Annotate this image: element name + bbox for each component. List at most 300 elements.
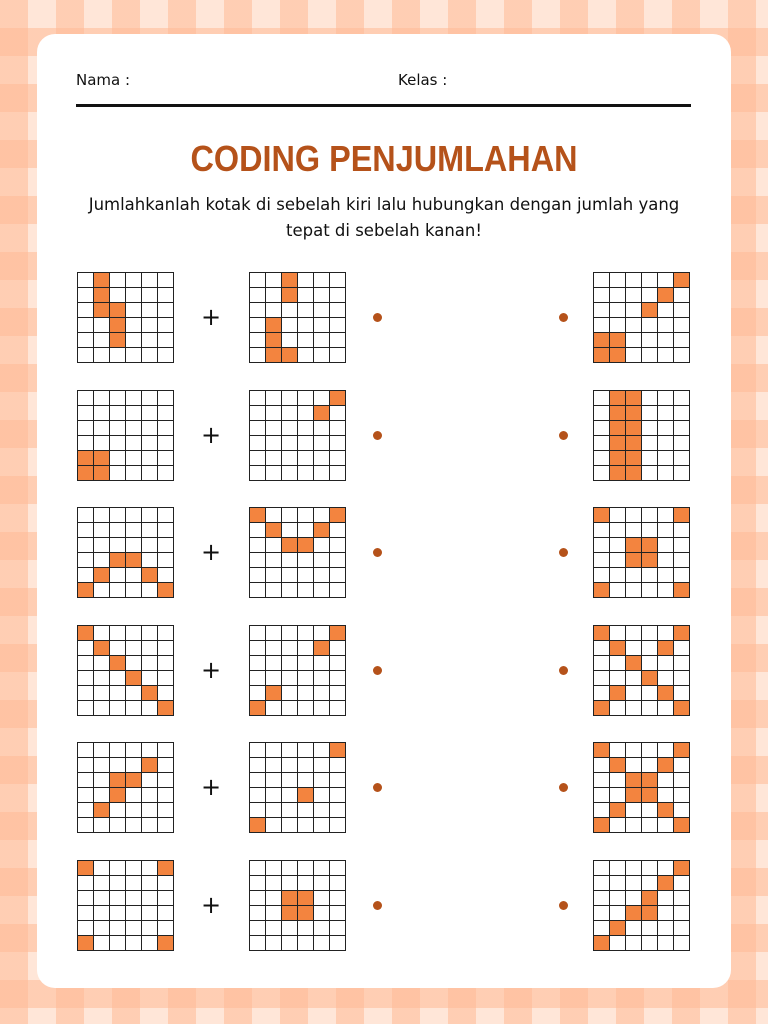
filled-cell [250, 701, 266, 716]
empty-cell [658, 788, 674, 803]
empty-cell [674, 348, 690, 363]
empty-cell [266, 788, 282, 803]
empty-cell [330, 273, 346, 288]
empty-cell [158, 568, 174, 583]
grid-middle [249, 625, 346, 716]
empty-cell [142, 436, 158, 451]
empty-cell [314, 671, 330, 686]
filled-cell [282, 906, 298, 921]
empty-cell [282, 788, 298, 803]
grid-middle [249, 390, 346, 481]
class-label: Kelas : [398, 71, 448, 89]
empty-cell [158, 626, 174, 641]
empty-cell [610, 936, 626, 951]
empty-cell [78, 523, 94, 538]
empty-cell [266, 671, 282, 686]
empty-cell [610, 568, 626, 583]
empty-cell [314, 553, 330, 568]
empty-cell [266, 906, 282, 921]
empty-cell [250, 391, 266, 406]
empty-cell [78, 273, 94, 288]
empty-cell [594, 641, 610, 656]
empty-cell [266, 936, 282, 951]
empty-cell [250, 436, 266, 451]
empty-cell [110, 891, 126, 906]
empty-cell [158, 406, 174, 421]
filled-cell [642, 303, 658, 318]
filled-cell [626, 436, 642, 451]
empty-cell [126, 421, 142, 436]
empty-cell [142, 466, 158, 481]
right-connect-dot[interactable] [559, 313, 568, 322]
empty-cell [78, 553, 94, 568]
empty-cell [142, 303, 158, 318]
empty-cell [642, 523, 658, 538]
empty-cell [110, 641, 126, 656]
empty-cell [126, 568, 142, 583]
empty-cell [110, 936, 126, 951]
left-connect-dot[interactable] [373, 666, 382, 675]
empty-cell [250, 861, 266, 876]
empty-cell [298, 818, 314, 833]
empty-cell [158, 788, 174, 803]
empty-cell [158, 391, 174, 406]
right-connect-dot[interactable] [559, 901, 568, 910]
empty-cell [642, 391, 658, 406]
filled-cell [626, 466, 642, 481]
filled-cell [282, 538, 298, 553]
empty-cell [282, 626, 298, 641]
empty-cell [94, 391, 110, 406]
grid-right [593, 625, 690, 716]
empty-cell [266, 303, 282, 318]
empty-cell [142, 406, 158, 421]
empty-cell [298, 641, 314, 656]
empty-cell [594, 906, 610, 921]
empty-cell [594, 891, 610, 906]
empty-cell [298, 743, 314, 758]
empty-cell [158, 421, 174, 436]
empty-cell [642, 406, 658, 421]
empty-cell [110, 626, 126, 641]
empty-cell [282, 406, 298, 421]
plus-sign: + [200, 303, 222, 331]
left-connect-dot[interactable] [373, 548, 382, 557]
empty-cell [94, 508, 110, 523]
empty-cell [282, 656, 298, 671]
empty-cell [142, 921, 158, 936]
filled-cell [674, 743, 690, 758]
right-connect-dot[interactable] [559, 666, 568, 675]
empty-cell [250, 406, 266, 421]
grid-right [593, 507, 690, 598]
empty-cell [314, 333, 330, 348]
empty-cell [626, 891, 642, 906]
empty-cell [298, 406, 314, 421]
grid-middle [249, 507, 346, 598]
empty-cell [78, 391, 94, 406]
filled-cell [78, 583, 94, 598]
empty-cell [126, 936, 142, 951]
filled-cell [266, 348, 282, 363]
empty-cell [266, 656, 282, 671]
empty-cell [626, 568, 642, 583]
empty-cell [126, 906, 142, 921]
empty-cell [126, 818, 142, 833]
empty-cell [250, 686, 266, 701]
empty-cell [298, 876, 314, 891]
empty-cell [594, 686, 610, 701]
empty-cell [674, 936, 690, 951]
empty-cell [626, 626, 642, 641]
empty-cell [674, 553, 690, 568]
empty-cell [594, 406, 610, 421]
empty-cell [94, 583, 110, 598]
empty-cell [126, 788, 142, 803]
empty-cell [158, 508, 174, 523]
grid-right [593, 390, 690, 481]
empty-cell [78, 406, 94, 421]
filled-cell [658, 288, 674, 303]
filled-cell [626, 656, 642, 671]
filled-cell [266, 523, 282, 538]
empty-cell [658, 553, 674, 568]
empty-cell [314, 758, 330, 773]
filled-cell [298, 906, 314, 921]
empty-cell [626, 936, 642, 951]
empty-cell [330, 583, 346, 598]
empty-cell [126, 641, 142, 656]
empty-cell [658, 568, 674, 583]
empty-cell [250, 876, 266, 891]
empty-cell [250, 451, 266, 466]
empty-cell [158, 523, 174, 538]
empty-cell [642, 466, 658, 481]
filled-cell [142, 568, 158, 583]
filled-cell [642, 906, 658, 921]
grid-middle [249, 742, 346, 833]
empty-cell [126, 288, 142, 303]
empty-cell [94, 773, 110, 788]
empty-cell [94, 686, 110, 701]
empty-cell [158, 538, 174, 553]
empty-cell [126, 436, 142, 451]
empty-cell [610, 906, 626, 921]
empty-cell [94, 701, 110, 716]
empty-cell [78, 318, 94, 333]
empty-cell [642, 921, 658, 936]
empty-cell [674, 788, 690, 803]
empty-cell [594, 876, 610, 891]
empty-cell [298, 523, 314, 538]
filled-cell [642, 538, 658, 553]
left-connect-dot[interactable] [373, 901, 382, 910]
empty-cell [158, 466, 174, 481]
empty-cell [282, 773, 298, 788]
empty-cell [110, 803, 126, 818]
empty-cell [658, 656, 674, 671]
empty-cell [314, 508, 330, 523]
empty-cell [110, 288, 126, 303]
empty-cell [266, 626, 282, 641]
filled-cell [674, 626, 690, 641]
empty-cell [158, 671, 174, 686]
empty-cell [626, 303, 642, 318]
empty-cell [282, 803, 298, 818]
empty-cell [674, 333, 690, 348]
empty-cell [314, 348, 330, 363]
left-connect-dot[interactable] [373, 431, 382, 440]
empty-cell [78, 906, 94, 921]
empty-cell [610, 553, 626, 568]
filled-cell [142, 758, 158, 773]
filled-cell [674, 508, 690, 523]
empty-cell [298, 686, 314, 701]
empty-cell [314, 391, 330, 406]
empty-cell [142, 906, 158, 921]
empty-cell [610, 671, 626, 686]
empty-cell [314, 466, 330, 481]
empty-cell [94, 421, 110, 436]
header-rule [76, 104, 691, 107]
filled-cell [282, 273, 298, 288]
empty-cell [142, 333, 158, 348]
empty-cell [658, 436, 674, 451]
empty-cell [110, 686, 126, 701]
filled-cell [626, 391, 642, 406]
filled-cell [594, 348, 610, 363]
filled-cell [642, 553, 658, 568]
empty-cell [126, 318, 142, 333]
empty-cell [626, 743, 642, 758]
empty-cell [282, 583, 298, 598]
empty-cell [78, 788, 94, 803]
empty-cell [110, 818, 126, 833]
empty-cell [78, 743, 94, 758]
empty-cell [610, 876, 626, 891]
empty-cell [298, 421, 314, 436]
empty-cell [626, 583, 642, 598]
filled-cell [266, 318, 282, 333]
empty-cell [594, 788, 610, 803]
empty-cell [78, 818, 94, 833]
filled-cell [94, 803, 110, 818]
empty-cell [626, 288, 642, 303]
empty-cell [266, 451, 282, 466]
empty-cell [674, 436, 690, 451]
empty-cell [298, 333, 314, 348]
filled-cell [78, 626, 94, 641]
empty-cell [642, 626, 658, 641]
empty-cell [266, 391, 282, 406]
empty-cell [250, 906, 266, 921]
empty-cell [142, 818, 158, 833]
empty-cell [126, 303, 142, 318]
empty-cell [158, 641, 174, 656]
empty-cell [78, 641, 94, 656]
empty-cell [158, 803, 174, 818]
empty-cell [110, 421, 126, 436]
empty-cell [674, 466, 690, 481]
empty-cell [298, 803, 314, 818]
empty-cell [110, 758, 126, 773]
empty-cell [94, 553, 110, 568]
empty-cell [658, 626, 674, 641]
filled-cell [594, 701, 610, 716]
empty-cell [142, 273, 158, 288]
left-connect-dot[interactable] [373, 783, 382, 792]
empty-cell [658, 906, 674, 921]
empty-cell [674, 803, 690, 818]
empty-cell [94, 743, 110, 758]
filled-cell [298, 891, 314, 906]
plus-sign: + [200, 773, 222, 801]
filled-cell [674, 273, 690, 288]
empty-cell [94, 758, 110, 773]
empty-cell [158, 273, 174, 288]
empty-cell [266, 288, 282, 303]
empty-cell [626, 671, 642, 686]
empty-cell [594, 391, 610, 406]
empty-cell [250, 421, 266, 436]
empty-cell [610, 508, 626, 523]
empty-cell [282, 743, 298, 758]
filled-cell [594, 626, 610, 641]
empty-cell [642, 348, 658, 363]
empty-cell [642, 273, 658, 288]
empty-cell [674, 538, 690, 553]
empty-cell [142, 803, 158, 818]
empty-cell [330, 318, 346, 333]
empty-cell [78, 303, 94, 318]
empty-cell [250, 303, 266, 318]
empty-cell [594, 758, 610, 773]
filled-cell [610, 466, 626, 481]
empty-cell [330, 421, 346, 436]
empty-cell [658, 303, 674, 318]
empty-cell [314, 421, 330, 436]
filled-cell [110, 303, 126, 318]
empty-cell [158, 348, 174, 363]
filled-cell [626, 451, 642, 466]
empty-cell [126, 451, 142, 466]
empty-cell [658, 538, 674, 553]
empty-cell [314, 906, 330, 921]
empty-cell [610, 273, 626, 288]
filled-cell [330, 508, 346, 523]
empty-cell [158, 303, 174, 318]
empty-cell [110, 451, 126, 466]
filled-cell [78, 936, 94, 951]
empty-cell [250, 273, 266, 288]
empty-cell [674, 641, 690, 656]
filled-cell [126, 671, 142, 686]
empty-cell [110, 406, 126, 421]
empty-cell [158, 318, 174, 333]
empty-cell [158, 773, 174, 788]
empty-cell [330, 803, 346, 818]
empty-cell [126, 803, 142, 818]
right-connect-dot[interactable] [559, 431, 568, 440]
empty-cell [266, 921, 282, 936]
empty-cell [330, 656, 346, 671]
empty-cell [610, 818, 626, 833]
filled-cell [126, 773, 142, 788]
empty-cell [314, 436, 330, 451]
empty-cell [626, 803, 642, 818]
empty-cell [610, 318, 626, 333]
empty-cell [158, 921, 174, 936]
empty-cell [142, 861, 158, 876]
empty-cell [330, 451, 346, 466]
empty-cell [626, 523, 642, 538]
empty-cell [126, 743, 142, 758]
right-connect-dot[interactable] [559, 548, 568, 557]
empty-cell [658, 671, 674, 686]
filled-cell [610, 641, 626, 656]
empty-cell [626, 333, 642, 348]
filled-cell [642, 891, 658, 906]
grid-left [77, 625, 174, 716]
empty-cell [158, 436, 174, 451]
empty-cell [642, 758, 658, 773]
empty-cell [266, 553, 282, 568]
empty-cell [282, 701, 298, 716]
empty-cell [658, 583, 674, 598]
empty-cell [674, 671, 690, 686]
empty-cell [314, 921, 330, 936]
empty-cell [282, 818, 298, 833]
empty-cell [282, 303, 298, 318]
empty-cell [674, 451, 690, 466]
empty-cell [126, 538, 142, 553]
right-connect-dot[interactable] [559, 783, 568, 792]
empty-cell [94, 906, 110, 921]
empty-cell [610, 538, 626, 553]
empty-cell [330, 788, 346, 803]
empty-cell [298, 436, 314, 451]
empty-cell [594, 568, 610, 583]
empty-cell [266, 568, 282, 583]
empty-cell [282, 523, 298, 538]
empty-cell [658, 936, 674, 951]
empty-cell [314, 743, 330, 758]
empty-cell [142, 701, 158, 716]
empty-cell [126, 466, 142, 481]
empty-cell [330, 466, 346, 481]
empty-cell [330, 538, 346, 553]
filled-cell [658, 686, 674, 701]
empty-cell [626, 876, 642, 891]
empty-cell [298, 451, 314, 466]
empty-cell [594, 553, 610, 568]
empty-cell [658, 421, 674, 436]
empty-cell [110, 538, 126, 553]
empty-cell [126, 391, 142, 406]
empty-cell [142, 348, 158, 363]
empty-cell [142, 421, 158, 436]
filled-cell [298, 538, 314, 553]
empty-cell [330, 818, 346, 833]
empty-cell [642, 288, 658, 303]
empty-cell [110, 876, 126, 891]
filled-cell [626, 421, 642, 436]
filled-cell [78, 861, 94, 876]
filled-cell [610, 333, 626, 348]
empty-cell [78, 538, 94, 553]
empty-cell [330, 936, 346, 951]
left-connect-dot[interactable] [373, 313, 382, 322]
